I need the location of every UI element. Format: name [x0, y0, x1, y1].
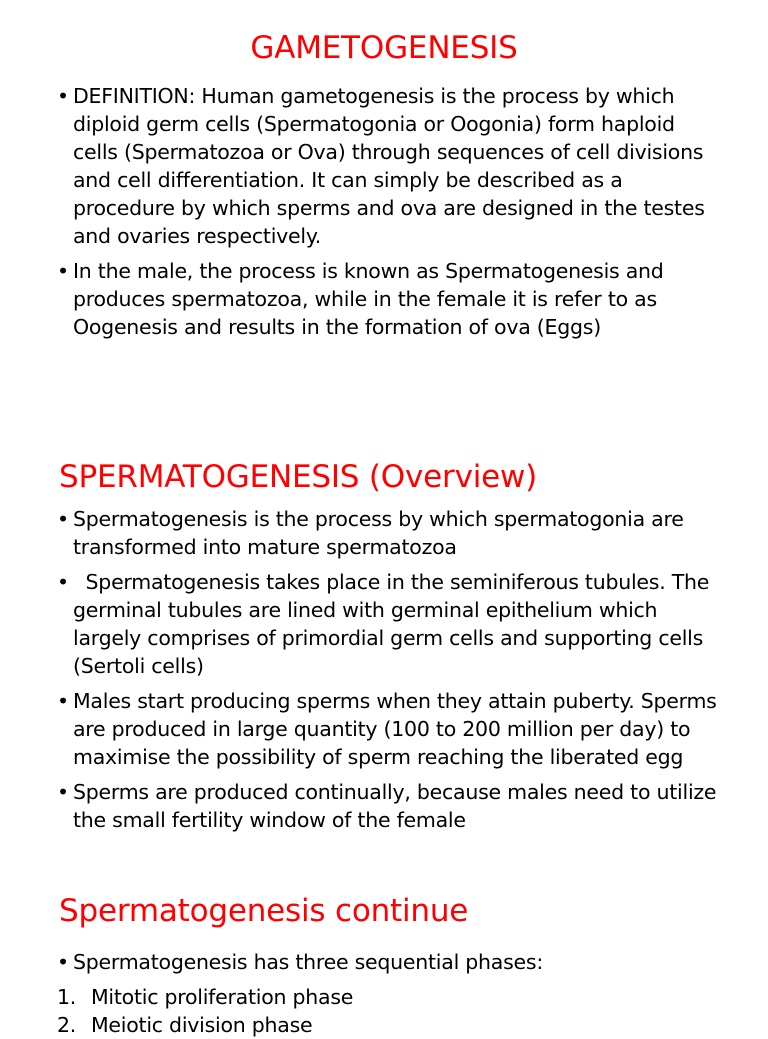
list-item [57, 82, 717, 250]
numbered-list-item [57, 983, 717, 1011]
list-number: 2. [57, 1013, 77, 1037]
list-item-text: Spermatogenesis is the process by which spermatogonia are transformed into mature spermatozoa [73, 507, 684, 559]
list-item-text: Mitotic proliferation phase [91, 985, 354, 1009]
list-item-text: In the male, the process is known as Spermatogenesis and produces spermatozoa, while in the female it is refer to as Oogenesis and results in the formation of ova (Eggs) [73, 259, 664, 339]
list-item [57, 568, 717, 680]
list-item [57, 687, 717, 771]
numbered-list-item [57, 1011, 717, 1039]
bullet-icon: • [57, 689, 69, 713]
list-item [57, 257, 717, 341]
section-title-spermatogenesis-overview: SPERMATOGENESIS (Overview) [59, 459, 538, 495]
section-title-gametogenesis: GAMETOGENESIS [250, 30, 518, 66]
list-item-text: Meiotic division phase [91, 1013, 313, 1037]
bullet-icon: • [57, 84, 69, 108]
list-number: 1. [57, 985, 77, 1009]
phases-numbered-list [57, 983, 717, 1039]
gametogenesis-bullet-list [57, 82, 717, 341]
spermatogenesis-overview-bullet-list [57, 505, 717, 834]
bullet-icon: • [57, 950, 69, 974]
bullet-icon: • [57, 507, 69, 531]
spermatogenesis-continue-bullet-list [57, 948, 717, 976]
list-item-text: Spermatogenesis has three sequential phases: [73, 950, 543, 974]
bullet-icon: • [57, 259, 69, 283]
list-item-text: Males start producing sperms when they attain puberty. Sperms are produced in large quantity (100 to 200 million per day) to maximise the possibility of sperm reaching the liberated egg [73, 689, 717, 769]
list-item-text: Spermatogenesis takes place in the seminiferous tubules. The germinal tubules are lined with germinal epithelium which largely comprises of primordial germ cells and supporting cells (Sertoli cells) [73, 570, 716, 678]
list-item [57, 778, 717, 834]
list-item [57, 948, 717, 976]
bullet-icon: • [57, 780, 69, 804]
list-item [57, 505, 717, 561]
list-item-text: Sperms are produced continually, because males need to utilize the small fertility window of the female [73, 780, 717, 832]
bullet-icon: • [57, 570, 69, 594]
section-title-spermatogenesis-continue: Spermatogenesis continue [59, 893, 469, 929]
list-item-text: DEFINITION: Human gametogenesis is the process by which diploid germ cells (Spermatogonia or Oogonia) form haploid cells (Spermatozoa or Ova) through sequences of cell divisions and cell differentiation. It can simply be described as a procedure by which sperms and ova are designed in the testes and ovaries respectively. [73, 84, 705, 248]
